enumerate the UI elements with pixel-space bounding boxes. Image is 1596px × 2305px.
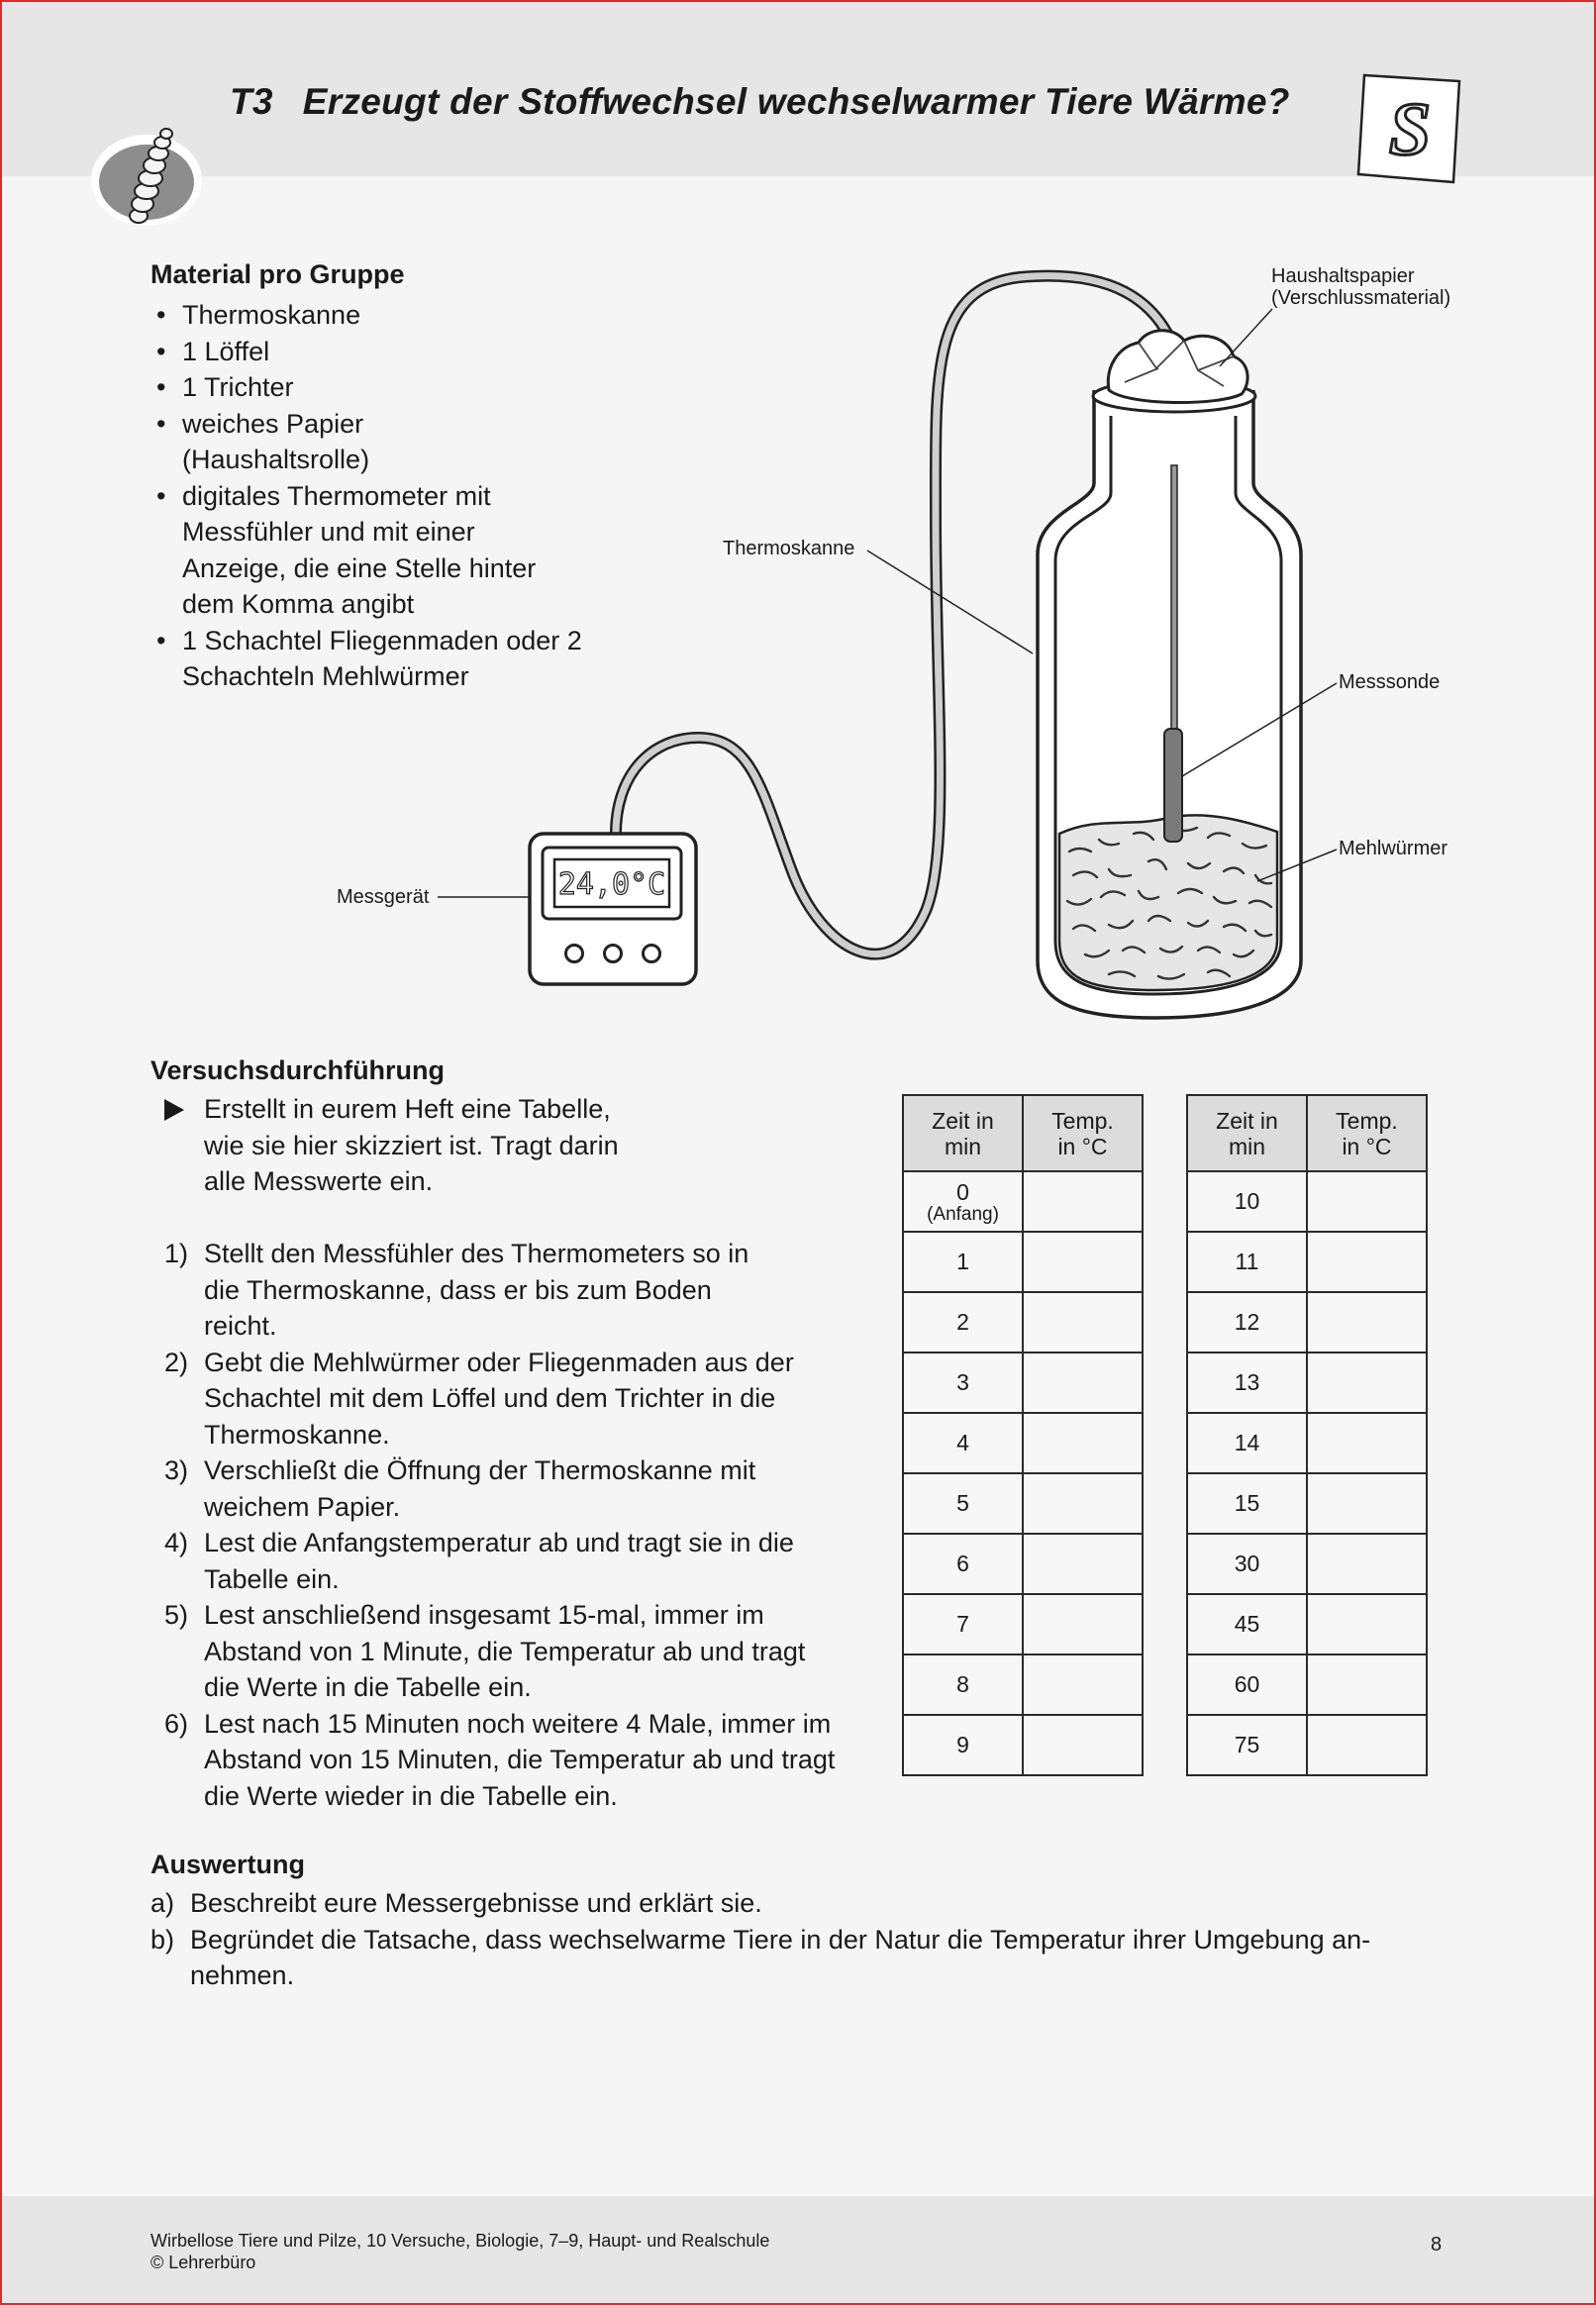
list-item: [150, 1922, 1457, 1994]
step-text: Lest nach 15 Minuten noch weitere 4 Male, immer im Abstand von 15 Minuten, die Temperatur ab und tragt die Werte wieder in die Tabelle ein.: [204, 1708, 836, 1811]
temp-cell: [1307, 1413, 1427, 1473]
step-number: 1): [164, 1239, 189, 1268]
time-cell: 10: [1187, 1171, 1307, 1232]
table-row: [1187, 1413, 1427, 1473]
temp-cell: [1023, 1232, 1143, 1292]
time-cell: 60: [1187, 1654, 1307, 1715]
time-cell: 75: [1187, 1715, 1307, 1775]
title-text: Erzeugt der Stoffwechsel wechselwarmer Tiere Wärme?: [302, 81, 1290, 122]
temp-cell: [1023, 1292, 1143, 1353]
time-cell: 2: [903, 1292, 1023, 1353]
time-cell: 13: [1187, 1353, 1307, 1413]
time-cell: 15: [1187, 1473, 1307, 1534]
time-cell: 5: [903, 1473, 1023, 1534]
time-cell: 3: [903, 1353, 1023, 1413]
table-row: [1187, 1594, 1427, 1654]
table-row: [903, 1715, 1143, 1775]
table-row: [903, 1534, 1143, 1594]
table-row: [1187, 1473, 1427, 1534]
time-cell: 0 (Anfang): [903, 1171, 1023, 1232]
evaluation-heading: Auswertung: [150, 1850, 306, 1879]
list-item: [150, 1885, 1438, 1922]
list-item: [164, 1236, 788, 1345]
label-device: Messgerät: [337, 886, 430, 908]
table-row: [903, 1654, 1143, 1715]
table-row: [903, 1292, 1143, 1353]
step-text: Gebt die Mehlwürmer oder Fliegenmaden aus der Schachtel mit dem Löffel und dem Trichter in die Thermoskanne.: [204, 1347, 794, 1450]
item-text: Begründet die Tatsache, dass wechselwarme Tiere in der Natur die Temperatur ihrer Umgebung an-nehmen.: [190, 1924, 1371, 1990]
temp-cell: [1023, 1473, 1143, 1534]
time-cell: 30: [1187, 1534, 1307, 1594]
time-cell: 45: [1187, 1594, 1307, 1654]
intro-text: Erstellt in eurem Heft eine Tabelle, wie sie hier skizziert ist. Tragt darin alle Messwerte ein.: [204, 1094, 619, 1196]
table-row: [1187, 1654, 1427, 1715]
experiment-diagram: [0, 0, 1596, 1050]
temp-cell: [1307, 1171, 1427, 1232]
table-row: [1187, 1232, 1427, 1292]
time-cell: 11: [1187, 1232, 1307, 1292]
step-text: Verschließt die Öffnung der Thermoskanne mit weichem Papier.: [204, 1455, 756, 1522]
list-item: [164, 1525, 798, 1597]
table-row: [1187, 1534, 1427, 1594]
time-cell: 14: [1187, 1413, 1307, 1473]
list-item: • 1 Trichter: [150, 369, 616, 406]
temp-cell: [1023, 1594, 1143, 1654]
temp-cell: [1307, 1715, 1427, 1775]
temp-cell: [1307, 1232, 1427, 1292]
list-item: • 1 Schachtel Fliegenmaden oder 2 Schachteln Mehlwürmer: [150, 623, 598, 695]
table-header-time: Zeit in min: [1187, 1095, 1307, 1171]
list-item: [164, 1453, 818, 1525]
procedure-intro: [164, 1091, 719, 1200]
table-header-time: Zeit in min: [903, 1095, 1023, 1171]
temp-cell: [1023, 1413, 1143, 1473]
table-header-temp: Temp. in °C: [1307, 1095, 1427, 1171]
time-cell: 6: [903, 1534, 1023, 1594]
label-thermos: Thermoskanne: [723, 538, 855, 559]
measurement-table-left: [902, 1094, 1144, 1776]
task-code: T3: [230, 81, 273, 122]
temp-cell: [1023, 1715, 1143, 1775]
temp-cell: [1023, 1534, 1143, 1594]
triangle-arrow-icon: [164, 1099, 184, 1121]
step-text: Lest anschließend insgesamt 15-mal, immer im Abstand von 1 Minute, die Temperatur ab und tragt die Werte in die Tabelle ein.: [204, 1600, 806, 1702]
table-row: [1187, 1353, 1427, 1413]
time-cell: 1: [903, 1232, 1023, 1292]
table-header-temp: Temp. in °C: [1023, 1095, 1143, 1171]
temp-cell: [1023, 1171, 1143, 1232]
temp-cell: [1307, 1292, 1427, 1353]
step-number: 6): [164, 1708, 189, 1739]
step-text: Lest die Anfangstemperatur ab und tragt sie in die Tabelle ein.: [204, 1528, 794, 1594]
table-row: [1187, 1715, 1427, 1775]
label-paper: Haushaltspapier: [1271, 265, 1415, 287]
temp-cell: [1023, 1353, 1143, 1413]
time-cell: 12: [1187, 1292, 1307, 1353]
list-item: • weiches Papier (Haushaltsrolle): [150, 406, 440, 478]
list-item: • digitales Thermometer mit Messfühler und mit einer Anzeige, die eine Stelle hinter dem Komma angibt: [150, 478, 578, 623]
temp-cell: [1023, 1654, 1143, 1715]
footer-line1: Wirbellose Tiere und Pilze, 10 Versuche, Biologie, 7–9, Haupt- und Realschule: [150, 2231, 770, 2251]
temp-cell: [1307, 1473, 1427, 1534]
level-letter: S: [1388, 88, 1432, 171]
list-item: • 1 Löffel: [150, 334, 616, 370]
measurement-table-right: [1186, 1094, 1428, 1776]
time-cell: 9: [903, 1715, 1023, 1775]
table-row: [903, 1232, 1143, 1292]
table-row: [903, 1413, 1143, 1473]
list-item: [164, 1706, 857, 1815]
table-row: [903, 1473, 1143, 1534]
step-number: 5): [164, 1600, 189, 1630]
step-text: Stellt den Messfühler des Thermometers so in die Thermoskanne, dass er bis zum Boden reicht.: [204, 1239, 749, 1341]
table-row: [1187, 1292, 1427, 1353]
material-heading: Material pro Gruppe: [150, 259, 405, 289]
temp-cell: [1307, 1353, 1427, 1413]
footer-line2: © Lehrerbüro: [150, 2253, 256, 2272]
time-cell: 8: [903, 1654, 1023, 1715]
procedure-heading: Versuchsdurchführung: [150, 1055, 446, 1085]
list-item: • Thermoskanne: [150, 297, 616, 334]
label-worms: Mehlwürmer: [1339, 838, 1448, 859]
procedure-steps: [164, 1236, 836, 1814]
evaluation-list: [150, 1885, 1438, 1994]
item-letter: b): [150, 1924, 175, 1954]
list-item: [164, 1345, 798, 1453]
time-cell: 7: [903, 1594, 1023, 1654]
temp-cell: [1307, 1594, 1427, 1654]
measuring-device: [530, 834, 696, 984]
temp-cell: [1307, 1534, 1427, 1594]
step-number: 2): [164, 1347, 189, 1377]
temp-cell: [1307, 1654, 1427, 1715]
list-item: [164, 1597, 828, 1706]
label-paper-sub: (Verschlussmaterial): [1271, 287, 1451, 309]
step-number: 3): [164, 1455, 189, 1485]
measuring-probe: [1171, 465, 1177, 733]
device-display-reading: 24,0°C: [557, 867, 666, 902]
page-number: 8: [1431, 2234, 1443, 2255]
step-number: 4): [164, 1528, 189, 1557]
label-probe: Messsonde: [1339, 671, 1441, 693]
paper-plug: [1108, 331, 1247, 403]
footer-source: [150, 2230, 769, 2273]
table-row: [903, 1594, 1143, 1654]
table-row: [1187, 1171, 1427, 1232]
item-text: Beschreibt eure Messergebnisse und erklärt sie.: [190, 1888, 762, 1918]
table-row: [903, 1353, 1143, 1413]
item-letter: a): [150, 1888, 175, 1918]
time-cell: 4: [903, 1413, 1023, 1473]
table-row: [903, 1171, 1143, 1232]
